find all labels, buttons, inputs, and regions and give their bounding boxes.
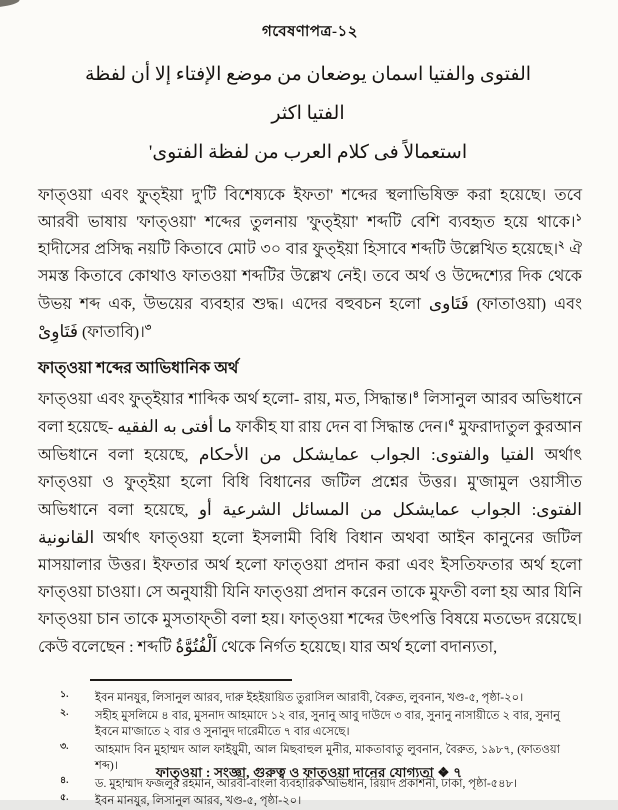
footnote-item <box>38 793 582 810</box>
body-text: (ফাতাওয়া) এবং <box>468 296 582 313</box>
footnote-reference: ৫ <box>448 417 455 429</box>
arabic-inline-text: الفتوى: الجواب عمايشكل من المسائل الشرعية أو القانونية <box>38 500 583 547</box>
body-text: মুফরাদাতুল কুরআন অভিধানে বলা হয়েছে, <box>38 419 582 464</box>
footnote-text: ড. মুহাম্মাদ ফজলুর রহমান, আরবী-বাংলা ব্যবহারিক অভিধান, রিয়াদ প্রকাশনী, ঢাকা, পৃষ্ঠা-৫৪৮। <box>95 777 518 790</box>
section-heading: ফাত্‌ওয়া শব্দের আভিধানিক অর্থ <box>38 360 239 377</box>
body-text: ফাত্‌ওয়া এবং ফুত্‌ইয়ার শাব্দিক অর্থ হলো- রায়, মত, সিদ্ধান্ত। <box>38 391 413 408</box>
body-text: অর্থাৎ ফাত্‌ওয়া ও ফুত্‌ইয়া হলো বিধি বিধানের জটিল প্রশ্নের উত্তর। মু'জামুল ওয়াসীত অভিধানে বলা হয়েছে, <box>38 447 582 519</box>
footnote-item <box>38 690 582 707</box>
paragraph-lexical-meaning <box>38 386 582 661</box>
footnote-text: ইবন মানযুর, লিসানুল আরব, দারু ইহইয়ায়িত তুরাসিল আরাবী, বৈরুত, লুবনান, খণ্ড-৫, পৃষ্ঠা-২০। <box>95 692 524 704</box>
footnote-text: ইবন মানযুর, লিসানুল আরব, খণ্ড-৫, পৃষ্ঠা-২০। <box>95 795 302 807</box>
body-text: লিসানুল আরব অভিধানে বলা হয়েছে- <box>38 391 582 436</box>
page-header: গবেষণাপত্র-১২ <box>261 24 359 40</box>
footnotes-section <box>38 690 582 810</box>
body-text: ফাত্‌ওয়া এবং ফুত্‌ইয়া দু'টি বিশেষ্যকে ইফতা' শব্দের স্থলাভিষিক্ত করা হয়েছে। তবে আরবী ভাষায় 'ফাত্‌ওয়া' শব্দের তুলনায় 'ফুত্‌ইয়া' শব্দটি বেশি ব্যবহৃত হয়ে থাকে। <box>38 187 582 231</box>
footnote-reference: ২ <box>558 239 565 251</box>
arabic-inline-text: الفتيا والفتوى: الجواب عمايشكل من الأحكام <box>198 445 535 464</box>
footnote-reference: ৩ <box>144 322 152 334</box>
footnote-marker: ২. <box>60 707 69 718</box>
footnote-marker: ১. <box>60 690 69 700</box>
footnote-reference: ১ <box>575 212 582 224</box>
footnote-marker: ৫. <box>60 793 69 803</box>
scan-artifact <box>0 0 20 8</box>
footnote-marker: ৩. <box>60 741 69 752</box>
arabic-quote-line: الفتوى والفتيا اسمان يوضعان من موضع الإفتاء إلا أن لفظة الفتيا اكثر <box>84 64 532 124</box>
footnote-marker: ৪. <box>60 775 69 786</box>
body-text: হাদীসের প্রসিদ্ধ নয়টি কিতাবে মোট ৩০ বার ফুত্‌ইয়া হিসাবে শব্দটি উল্লেখিত হয়েছে। <box>38 241 559 258</box>
body-text: (ফাতাবি)। <box>77 324 145 341</box>
arabic-quote-line: استعمالاً فى كلام العرب من لفظة الفتوى' <box>148 142 468 163</box>
body-text: থেকে নির্গত হয়েছে। যার অর্থ হলো বদান্যতা, <box>216 639 498 656</box>
arabic-inline-text: فَتَاوى <box>428 294 469 313</box>
footnote-text: সহীহ মুসলিমে ৪ বার, মুসনাদ আহমাদে ১২ বার, সুনানু আবু দাউদে ৩ বার, সুনানু নাসায়ীতে ২ বার, সুনানু ইবনে মা'জাতে ২ বার ও সুনানুদ দারেমীতে ৭ বার এসেছে। <box>95 709 560 738</box>
body-text: ঐ সমস্ত কিতাবে কোথাও ফাতওয়া শব্দটির উল্লেখ নেই। তবে অর্থ ও উদ্দেশ্যের দিক থেকে উভয় শব্দ এক, উভয়ের ব্যবহার শুদ্ধ। এদের বহুবচন হলো <box>38 241 583 313</box>
arabic-inline-text: اَلْفُتُوَّةُ <box>175 637 217 656</box>
arabic-quote-block <box>68 55 548 172</box>
footnote-separator <box>90 679 292 681</box>
arabic-inline-text: فَتَاوِىْ <box>38 322 78 341</box>
page-footer: ফাত্‌ওয়া : সংজ্ঞা, গুরুত্ব ও ফাত্‌ওয়া দানের যোগ্যতা ❖ ৭ <box>155 765 463 780</box>
footnote-text: আহমাদ বিন মুহাম্মদ আল ফাইয়ুমী, আল মিছবাহুল মুনীর, মাকতাবাতু লুবনান, বৈরুত, ১৯৮৭, (ফাতওয়া শব্দ)। <box>95 743 560 772</box>
arabic-inline-text: ما أفتى به الفقيه <box>117 417 232 436</box>
paragraph-intro <box>38 182 582 346</box>
footnote-reference: ৪ <box>412 389 420 401</box>
body-text: ফাকীহ যা রায় দেন বা সিদ্ধান্ত দেন। <box>231 419 449 436</box>
body-text: অর্থাৎ ফাত্‌ওয়া হলো ইসলামী বিধি বিধান অথবা আইন কানুনের জটিল মাসয়ালার উত্তর। ইফতার অর্থ হলো ফাত্‌ওয়া প্রদান করা এবং ইসতিফতার অর্থ হলো ফাত্‌ওয়া চাওয়া। সে অনুযায়ী যিনি ফাত্‌ওয়া প্রদান করেন তাকে মুফতী বলা হয় আর যিনি ফাত্‌ওয়া চান তাকে মুসতাফ্‌তী বলা হয়। ফাত্‌ওয়া শব্দের উৎপত্তি বিষয়ে মতভেদ রয়েছে। কেউ বলেছেন : শব্দটি <box>38 530 582 656</box>
footnote-item <box>38 708 582 741</box>
